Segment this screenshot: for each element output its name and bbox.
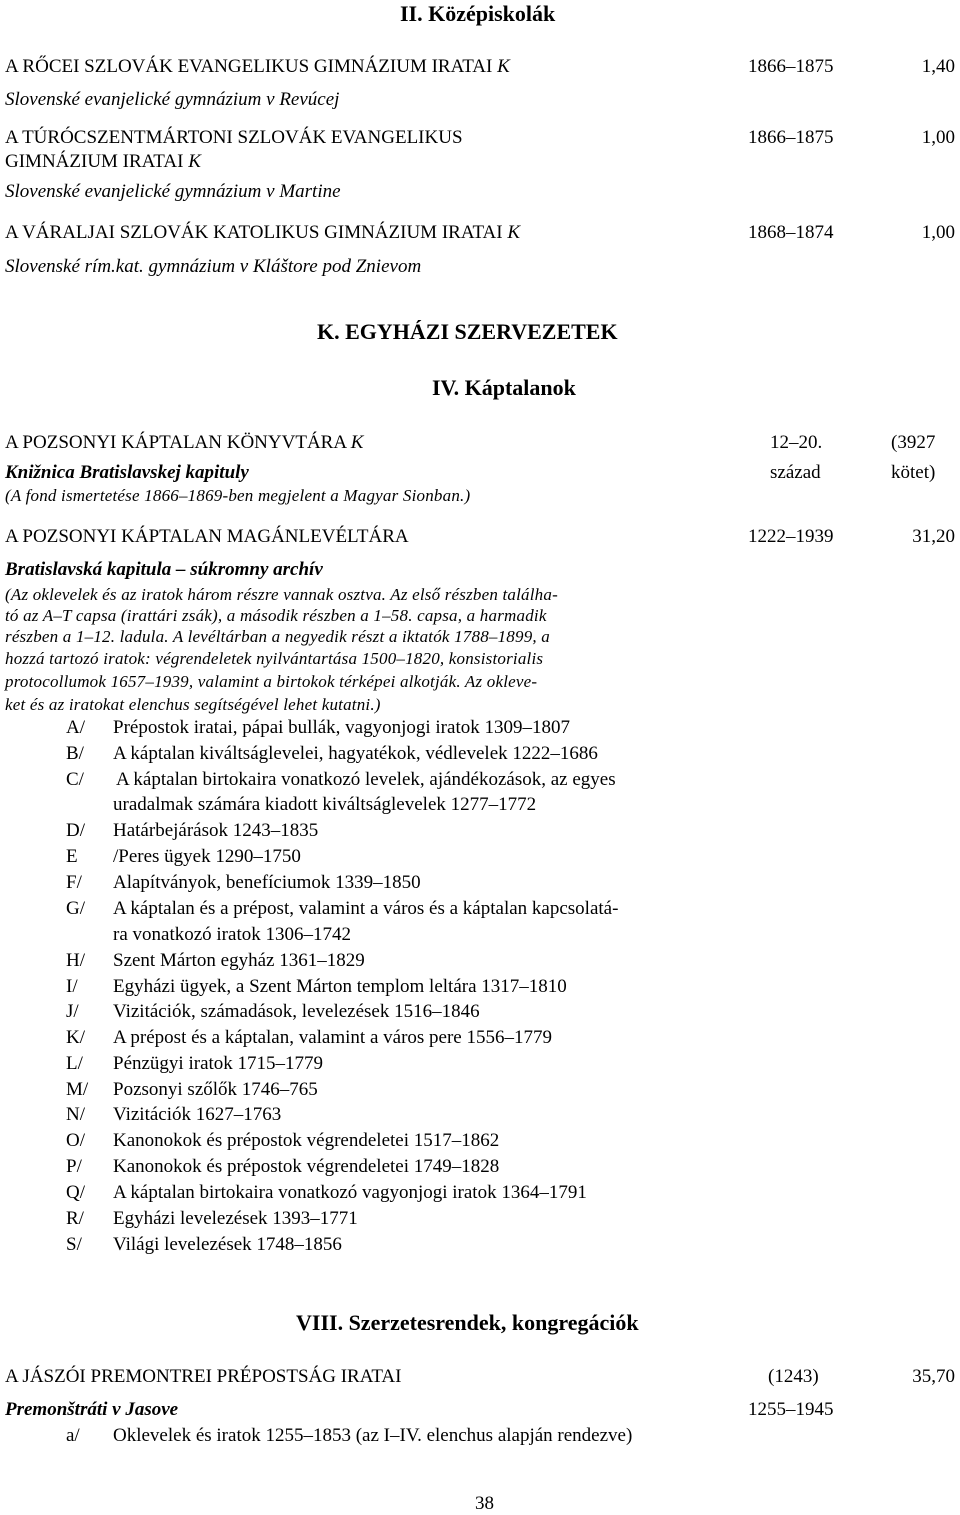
- series-letter: F/: [66, 872, 82, 893]
- entry-years: 1866–1875: [748, 56, 834, 77]
- k-marker: K: [507, 222, 521, 243]
- entry-volumes: (3927: [891, 432, 936, 453]
- series-text: Határbejárások 1243–1835: [113, 820, 319, 841]
- entry-title: A JÁSZÓI PREMONTREI PRÉPOSTSÁG IRATAI: [5, 1366, 402, 1387]
- entry-size: 1,00: [921, 222, 955, 243]
- series-text: Világi levelezések 1748–1856: [113, 1234, 342, 1255]
- note-line: (Az oklevelek és az iratok három részre vannak osztva. Az első részben találha-: [5, 585, 558, 604]
- series-text: A káptalan kiváltságlevelei, hagyatékok, védlevelek 1222–1686: [113, 743, 598, 764]
- series-text-continued: ra vonatkozó iratok 1306–1742: [113, 924, 351, 945]
- entry-title: A POZSONYI KÁPTALAN KÖNYVTÁRA K: [5, 432, 364, 453]
- entry-title-line2: GIMNÁZIUM IRATAI K: [5, 151, 201, 172]
- k-marker: K: [350, 432, 364, 453]
- entry-size: 35,70: [912, 1366, 955, 1387]
- series-text: Oklevelek és iratok 1255–1853 (az I–IV. elenchus alapján rendezve): [113, 1425, 633, 1446]
- series-letter: A/: [66, 717, 85, 738]
- entry-volumes-word: kötet): [891, 462, 936, 483]
- series-letter: R/: [66, 1208, 84, 1229]
- entry-years: 1222–1939: [748, 526, 834, 547]
- note-line: protocollumok 1657–1939, valamint a birtokok térképei alkotják. Az okleve-: [5, 672, 538, 691]
- series-text: Pénzügyi iratok 1715–1779: [113, 1053, 324, 1074]
- series-text: Egyházi levelezések 1393–1771: [113, 1208, 358, 1229]
- series-text: Pozsonyi szőlők 1746–765: [113, 1079, 318, 1100]
- entry-subtitle: Slovenské evanjelické gymnázium v Revúcej: [5, 89, 340, 110]
- series-text: Egyházi ügyek, a Szent Márton templom leltára 1317–1810: [113, 976, 567, 997]
- entry-years: 1255–1945: [748, 1399, 834, 1420]
- series-text: Vizitációk 1627–1763: [113, 1104, 282, 1125]
- entry-subtitle: Premonštráti v Jasove: [5, 1399, 179, 1420]
- series-letter: J/: [66, 1001, 79, 1022]
- series-letter: H/: [66, 950, 85, 971]
- entry-title: A RŐCEI SZLOVÁK EVANGELIKUS GIMNÁZIUM IRATAI K: [5, 56, 510, 77]
- series-text: Vizitációk, számadások, levelezések 1516–1846: [113, 1001, 480, 1022]
- note-line: tó az A–T capsa (irattári zsák), a második részben a 1–58. capsa, a harmadik: [5, 606, 547, 625]
- series-letter: E: [66, 846, 78, 867]
- section-heading: VIII. Szerzetesrendek, kongregációk: [296, 1310, 639, 1335]
- series-letter: L/: [66, 1053, 83, 1074]
- series-letter: Q/: [66, 1182, 85, 1203]
- entry-subtitle: Knižnica Bratislavskej kapituly: [5, 462, 249, 483]
- section-title: II. Középiskolák: [400, 1, 556, 26]
- entry-century: 12–20.: [770, 432, 823, 453]
- series-text: A prépost és a káptalan, valamint a város pere 1556–1779: [113, 1027, 552, 1048]
- page-number: 38: [475, 1493, 494, 1514]
- entry-century-word: század: [770, 462, 821, 483]
- entry-subtitle: Slovenské rím.kat. gymnázium v Kláštore pod Znievom: [5, 256, 422, 277]
- series-text: A káptalan birtokaira vonatkozó levelek, ajándékozások, az egyes: [116, 769, 616, 790]
- entry-years: 1866–1875: [748, 127, 834, 148]
- series-text: Alapítványok, benefíciumok 1339–1850: [113, 872, 421, 893]
- series-letter: C/: [66, 769, 84, 790]
- entry-years: 1868–1874: [748, 222, 834, 243]
- series-letter: I/: [66, 976, 78, 997]
- series-text: Kanonokok és prépostok végrendeletei 1517–1862: [113, 1130, 500, 1151]
- k-marker: K: [188, 151, 201, 172]
- entry-title: A VÁRALJAI SZLOVÁK KATOLIKUS GIMNÁZIUM IRATAI K: [5, 222, 521, 243]
- entry-founded: (1243): [768, 1366, 819, 1387]
- entry-size: 31,20: [912, 526, 955, 547]
- series-text-continued: uradalmak számára kiadott kiváltságlevelek 1277–1772: [113, 794, 537, 815]
- series-letter: M/: [66, 1079, 89, 1100]
- series-letter: P/: [66, 1156, 82, 1177]
- series-letter: K/: [66, 1027, 85, 1048]
- chapter-heading: K. EGYHÁZI SZERVEZETEK: [317, 319, 618, 344]
- series-letter: N/: [66, 1104, 85, 1125]
- series-text: Kanonokok és prépostok végrendeletei 1749–1828: [113, 1156, 500, 1177]
- entry-title: A POZSONYI KÁPTALAN MAGÁNLEVÉLTÁRA: [5, 526, 409, 547]
- entry-note: (A fond ismertetése 1866–1869-ben megjelent a Magyar Sionban.): [5, 486, 471, 505]
- series-letter: B/: [66, 743, 84, 764]
- note-line: ket és az iratokat elenchus segítségével lehet kutatni.): [5, 695, 381, 714]
- series-letter: G/: [66, 898, 85, 919]
- series-letter: D/: [66, 820, 85, 841]
- entry-subtitle: Slovenské evanjelické gymnázium v Martine: [5, 181, 341, 202]
- series-letter: S/: [66, 1234, 82, 1255]
- entry-title-line1: A TÚRÓCSZENTMÁRTONI SZLOVÁK EVANGELIKUS: [5, 127, 463, 148]
- note-line: részben a 1–12. ladula. A levéltárban a negyedik részt a iktatók 1788–1899, a: [5, 627, 551, 646]
- series-text: Szent Márton egyház 1361–1829: [113, 950, 365, 971]
- series-letter: a/: [66, 1425, 80, 1446]
- entry-subtitle: Bratislavská kapitula – súkromny archív: [5, 559, 323, 580]
- entry-size: 1,40: [921, 56, 955, 77]
- series-text: Prépostok iratai, pápai bullák, vagyonjogi iratok 1309–1807: [113, 717, 570, 738]
- series-text: /Peres ügyek 1290–1750: [113, 846, 301, 867]
- series-letter: O/: [66, 1130, 85, 1151]
- k-marker: K: [497, 56, 510, 77]
- series-text: A káptalan birtokaira vonatkozó vagyonjogi iratok 1364–1791: [113, 1182, 587, 1203]
- section-heading: IV. Káptalanok: [432, 375, 576, 400]
- note-line: hozzá tartozó iratok: végrendeletek nyilvántartása 1500–1820, konsistorialis: [5, 649, 544, 668]
- entry-size: 1,00: [921, 127, 955, 148]
- series-text: A káptalan és a prépost, valamint a város és a káptalan kapcsolatá-: [113, 898, 619, 919]
